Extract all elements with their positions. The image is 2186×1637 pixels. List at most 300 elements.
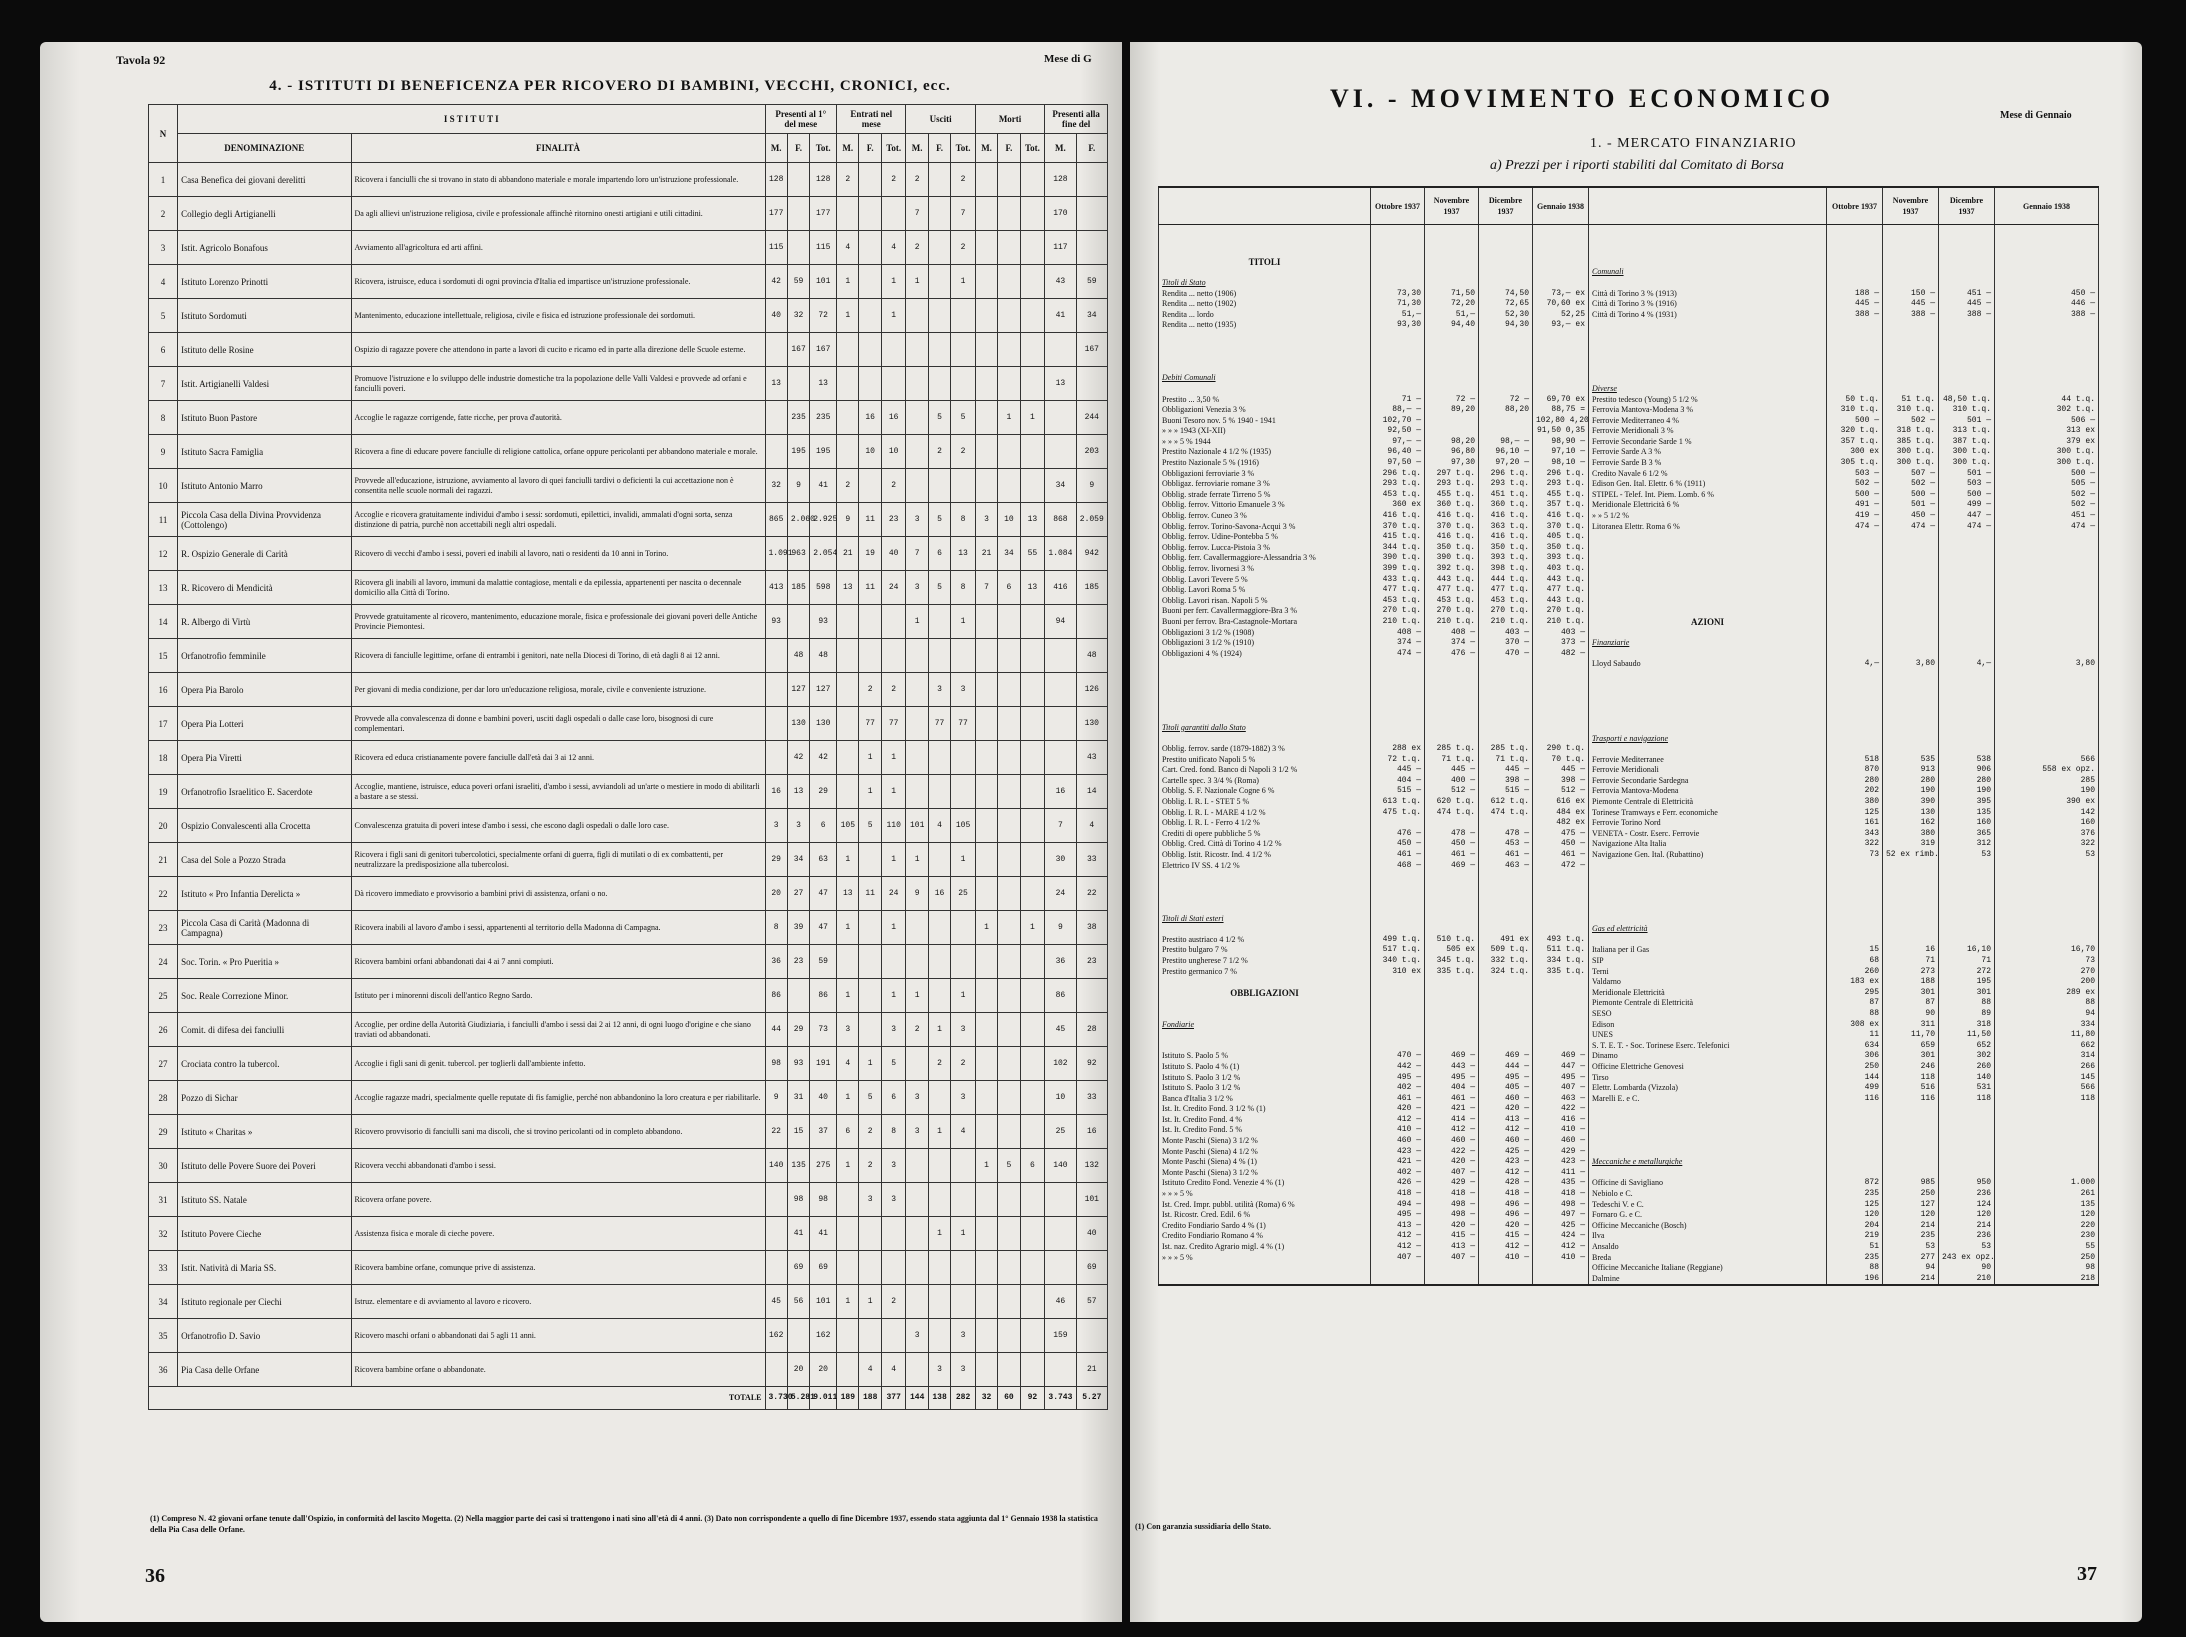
value-cell — [951, 945, 976, 979]
value-cell — [906, 1285, 928, 1319]
value-cell — [928, 231, 950, 265]
price-value — [1533, 871, 1589, 882]
table-row — [149, 1115, 1108, 1149]
section-label: Fondiarie — [1159, 1020, 1371, 1031]
price-value — [1827, 532, 1883, 543]
value-cell — [975, 809, 997, 843]
price-value: 531 — [1939, 1083, 1995, 1094]
price-value: 301 — [1883, 1051, 1939, 1062]
price-value: 535 — [1883, 755, 1939, 766]
value-cell — [998, 163, 1020, 197]
value-cell: 40 — [810, 1081, 837, 1115]
value-cell — [881, 1217, 906, 1251]
price-value: 71 — [1883, 956, 1939, 967]
price-value: 285 t.q. — [1425, 744, 1479, 755]
price-value: 280 — [1827, 776, 1883, 787]
price-value — [1479, 1030, 1533, 1041]
value-cell — [1020, 979, 1045, 1013]
value-cell: 42 — [810, 741, 837, 775]
price-value: 470 — — [1479, 649, 1533, 660]
price-value: 102,80 4,20 — [1533, 416, 1589, 427]
price-value — [1883, 331, 1939, 342]
price-value: 313 t.q. — [1939, 426, 1995, 437]
price-value: 453 t.q. — [1425, 596, 1479, 607]
price-value — [1425, 363, 1479, 374]
price-value: 93,30 — [1371, 320, 1425, 331]
price-value — [1883, 352, 1939, 363]
institution-name: Istituto Lorenzo Prinotti — [178, 265, 351, 299]
price-value: 116 — [1883, 1094, 1939, 1105]
value-cell — [998, 1217, 1020, 1251]
price-value: 403 — — [1479, 628, 1533, 639]
value-cell — [1020, 163, 1045, 197]
price-value: 97,50 — — [1371, 458, 1425, 469]
value-cell: 942 — [1076, 537, 1107, 571]
price-value: 501 — — [1939, 416, 1995, 427]
price-value: 416 t.q. — [1425, 532, 1479, 543]
security-name: Città di Torino 4 % (1931) — [1589, 310, 1827, 321]
price-value: 246 — [1883, 1062, 1939, 1073]
price-value — [1995, 553, 2099, 564]
value-cell: 21 — [975, 537, 997, 571]
value-cell: 167 — [1076, 333, 1107, 367]
price-row — [1159, 405, 2099, 416]
price-value: 913 — [1883, 765, 1939, 776]
institution-purpose: Ricovera di fanciulle legittime, orfane di entrambi i genitori, nate nella Diocesi di Torino, di età dagli 8 ai 12 anni. — [351, 639, 765, 673]
institution-purpose: Ricovera ed educa cristianamente povere fanciulle dall'età dai 3 ai 12 anni. — [351, 741, 765, 775]
price-value: 16,70 — [1995, 945, 2099, 956]
price-value: 357 t.q. — [1827, 437, 1883, 448]
price-value — [1995, 267, 2099, 278]
price-value: 71 t.q. — [1479, 755, 1533, 766]
value-cell: 1 — [951, 265, 976, 299]
price-value — [1883, 712, 1939, 723]
price-value: 400 — — [1425, 776, 1479, 787]
price-value — [1883, 903, 1939, 914]
price-value — [1827, 691, 1883, 702]
security-name — [1589, 257, 1827, 268]
security-name: Prestito Nazionale 4 1/2 % (1935) — [1159, 447, 1371, 458]
price-value: 413 — — [1371, 1221, 1425, 1232]
price-value — [1995, 596, 2099, 607]
value-cell: 31 — [787, 1081, 809, 1115]
price-value: 3,80 — [1883, 659, 1939, 670]
price-value — [1939, 606, 1995, 617]
value-cell — [765, 673, 787, 707]
price-value — [1533, 903, 1589, 914]
price-value: 235 — [1883, 1231, 1939, 1242]
price-value: 72 — — [1479, 395, 1533, 406]
value-cell: 5 — [859, 1081, 881, 1115]
price-value — [1827, 935, 1883, 946]
price-value: 340 t.q. — [1371, 956, 1425, 967]
value-cell — [837, 775, 859, 809]
price-row — [1159, 691, 2099, 702]
security-name: Fornaro G. e C. — [1589, 1210, 1827, 1221]
price-value — [1371, 998, 1425, 1009]
institution-name: Orfanotrofio D. Savio — [178, 1319, 351, 1353]
value-cell: 5 — [928, 571, 950, 605]
security-name: Obbligazioni 4 % (1924) — [1159, 649, 1371, 660]
price-value: 71 — — [1371, 395, 1425, 406]
table-row — [149, 435, 1108, 469]
value-cell — [1020, 1285, 1045, 1319]
price-value: 318 — [1939, 1020, 1995, 1031]
value-cell: 170 — [1045, 197, 1076, 231]
value-cell: 34 — [1076, 299, 1107, 333]
value-cell — [975, 435, 997, 469]
price-value — [1479, 352, 1533, 363]
security-name: Ist. naz. Credito Agrario migl. 4 % (1) — [1159, 1242, 1371, 1253]
price-value — [1425, 267, 1479, 278]
value-cell: 7 — [906, 537, 928, 571]
value-cell: 1 — [906, 979, 928, 1013]
price-value — [1827, 892, 1883, 903]
price-value: 475 — — [1533, 829, 1589, 840]
value-cell — [928, 197, 950, 231]
value-cell: 4 — [859, 1353, 881, 1387]
value-cell: 2 — [906, 231, 928, 265]
security-name: Credito Fondiario Sardo 4 % (1) — [1159, 1221, 1371, 1232]
value-cell: 1 — [881, 843, 906, 877]
value-cell: 127 — [810, 673, 837, 707]
price-value: 469 — — [1425, 1051, 1479, 1062]
security-name — [1589, 712, 1827, 723]
value-cell — [859, 265, 881, 299]
price-value — [1371, 871, 1425, 882]
value-cell — [951, 299, 976, 333]
value-cell — [998, 877, 1020, 911]
section-heading: VI. - MOVIMENTO ECONOMICO — [1330, 84, 1834, 113]
price-value: 405 t.q. — [1533, 532, 1589, 543]
price-value — [1827, 331, 1883, 342]
price-value: 130 — [1883, 808, 1939, 819]
price-value: 202 — [1827, 786, 1883, 797]
security-name: Ansaldo — [1589, 1242, 1827, 1253]
price-value — [1939, 734, 1995, 745]
price-value: 500 — — [1995, 469, 2099, 480]
price-value — [1479, 225, 1533, 236]
price-value: 183 ex — [1827, 977, 1883, 988]
institution-name: Collegio degli Artigianelli — [178, 197, 351, 231]
price-value — [1939, 246, 1995, 257]
value-cell — [881, 605, 906, 639]
price-row — [1159, 257, 2099, 268]
price-value: 505 — — [1995, 479, 2099, 490]
value-cell — [906, 741, 928, 775]
price-value: 412 — — [1479, 1125, 1533, 1136]
price-value: 498 — — [1425, 1210, 1479, 1221]
institution-purpose: Accoglie, per ordine della Autorità Giudiziaria, i fanciulli d'ambo i sessi dai 2 ai 12 anni, di ogni luogo d'origine e che siano traviati od abbandonati. — [351, 1013, 765, 1047]
price-value: 501 — — [1939, 469, 1995, 480]
price-value: 92,50 — — [1371, 426, 1425, 437]
price-value — [1827, 744, 1883, 755]
value-cell: 105 — [951, 809, 976, 843]
value-cell — [1045, 1353, 1076, 1387]
price-value — [1371, 225, 1425, 236]
price-value: 44 t.q. — [1995, 395, 2099, 406]
price-value: 162 — [1883, 818, 1939, 829]
security-name: Prestito unificato Napoli 5 % — [1159, 755, 1371, 766]
security-name: Ferrovie Secondarie Sarde 1 % — [1589, 437, 1827, 448]
page-number-right: 37 — [2077, 1563, 2097, 1585]
price-value: 343 — [1827, 829, 1883, 840]
price-value — [1883, 1115, 1939, 1126]
price-row — [1159, 596, 2099, 607]
price-value — [1371, 712, 1425, 723]
price-value — [1533, 723, 1589, 734]
price-value: 662 — [1995, 1041, 2099, 1052]
value-cell: 77 — [928, 707, 950, 741]
price-value: 390 t.q. — [1371, 553, 1425, 564]
value-cell: 48 — [787, 639, 809, 673]
price-value: 300 t.q. — [1883, 458, 1939, 469]
price-row — [1159, 564, 2099, 575]
price-value — [1883, 257, 1939, 268]
price-value: 190 — [1939, 786, 1995, 797]
value-cell — [998, 809, 1020, 843]
security-name — [1589, 702, 1827, 713]
security-name: » » » 5 % — [1159, 1189, 1371, 1200]
value-cell: 6 — [998, 571, 1020, 605]
price-value: 398 — — [1533, 776, 1589, 787]
price-value — [1371, 924, 1425, 935]
value-cell — [928, 333, 950, 367]
price-row — [1159, 310, 2099, 321]
price-value: 450 — — [1533, 839, 1589, 850]
value-cell: 7 — [975, 571, 997, 605]
row-number: 8 — [149, 401, 178, 435]
price-value: 89,20 — [1425, 405, 1479, 416]
price-value — [1939, 638, 1995, 649]
institution-name: Istit. Agricolo Bonafous — [178, 231, 351, 265]
price-value — [1939, 744, 1995, 755]
price-value: 461 — — [1371, 1094, 1425, 1105]
value-cell: 167 — [810, 333, 837, 367]
value-cell: 244 — [1076, 401, 1107, 435]
price-value: 416 t.q. — [1425, 511, 1479, 522]
value-cell — [859, 945, 881, 979]
price-value: 474 t.q. — [1479, 808, 1533, 819]
price-value — [1995, 373, 2099, 384]
security-name: Rendita ... netto (1935) — [1159, 320, 1371, 331]
security-name: Elettr. Lombarda (Vizzola) — [1589, 1083, 1827, 1094]
security-name — [1589, 1136, 1827, 1147]
price-row — [1159, 977, 2099, 988]
price-row — [1159, 331, 2099, 342]
price-value — [1533, 1030, 1589, 1041]
price-value: 290 t.q. — [1533, 744, 1589, 755]
price-value: 423 — — [1371, 1147, 1425, 1158]
price-value: 125 — [1827, 808, 1883, 819]
price-row — [1159, 1221, 2099, 1232]
value-cell — [928, 163, 950, 197]
price-value: 477 t.q. — [1425, 585, 1479, 596]
price-value — [1939, 670, 1995, 681]
institution-purpose: Provvede alla convalescenza di donne e bambini poveri, usciti dagli ospedali o dalle case loro, bisognosi di cure complementari. — [351, 707, 765, 741]
value-cell: 1.084 — [1045, 537, 1076, 571]
security-name — [1589, 1125, 1827, 1136]
price-value: 445 — — [1371, 765, 1425, 776]
price-value: 160 — [1995, 818, 2099, 829]
value-cell — [1020, 945, 1045, 979]
value-cell: 128 — [765, 163, 787, 197]
value-cell: 59 — [787, 265, 809, 299]
security-name — [1159, 998, 1371, 1009]
price-value: 512 — — [1533, 786, 1589, 797]
price-value — [1995, 691, 2099, 702]
price-value: 51 — [1827, 1242, 1883, 1253]
price-value — [1425, 903, 1479, 914]
price-value: 73 — [1995, 956, 2099, 967]
month-col: Dicembre 1937 — [1479, 187, 1533, 225]
value-cell — [998, 197, 1020, 231]
price-value — [1995, 723, 2099, 734]
value-cell: 2 — [837, 163, 859, 197]
security-name: SESO — [1589, 1009, 1827, 1020]
price-row — [1159, 882, 2099, 893]
row-number: 36 — [149, 1353, 178, 1387]
value-cell — [837, 605, 859, 639]
price-value: 52,30 — [1479, 310, 1533, 321]
price-value: 302 — [1939, 1051, 1995, 1062]
value-cell — [975, 469, 997, 503]
price-value: 236 — [1939, 1231, 1995, 1242]
price-value: 500 — — [1939, 490, 1995, 501]
price-row — [1159, 1094, 2099, 1105]
security-name: Obblig. ferrov. livornesi 3 % — [1159, 564, 1371, 575]
price-value: 495 — — [1371, 1210, 1425, 1221]
total-cell: 138 — [928, 1387, 950, 1410]
value-cell — [998, 979, 1020, 1013]
price-value: 374 — — [1425, 638, 1479, 649]
price-value: 270 t.q. — [1371, 606, 1425, 617]
price-value — [1883, 543, 1939, 554]
value-cell — [859, 639, 881, 673]
security-name: Dinamo — [1589, 1051, 1827, 1062]
row-number: 22 — [149, 877, 178, 911]
total-cell: 377 — [881, 1387, 906, 1410]
price-value — [1995, 257, 2099, 268]
security-name: Rendita ... netto (1906) — [1159, 289, 1371, 300]
price-value: 450 — — [1371, 839, 1425, 850]
price-value: 363 t.q. — [1479, 522, 1533, 533]
price-value — [1827, 734, 1883, 745]
value-cell — [906, 775, 928, 809]
price-row — [1159, 681, 2099, 692]
value-cell — [881, 1251, 906, 1285]
value-cell — [928, 1183, 950, 1217]
price-value — [1479, 670, 1533, 681]
price-value: 447 — — [1533, 1062, 1589, 1073]
security-name: Ferrovia Mantova-Modena 3 % — [1589, 405, 1827, 416]
security-name: Ferrovie Meridionali — [1589, 765, 1827, 776]
price-value — [1995, 617, 2099, 628]
price-value: 613 t.q. — [1371, 797, 1425, 808]
price-row — [1159, 267, 2099, 278]
price-value: 415 — — [1479, 1231, 1533, 1242]
security-name: Monte Paschi (Siena) 4 % (1) — [1159, 1157, 1371, 1168]
total-cell: 3.730 — [765, 1387, 787, 1410]
price-value: 388 — — [1883, 310, 1939, 321]
price-value: 507 — — [1883, 469, 1939, 480]
value-cell — [837, 1319, 859, 1353]
value-cell: 2 — [951, 435, 976, 469]
totals-row — [149, 1387, 1108, 1410]
value-cell — [1020, 809, 1045, 843]
security-name: Obblig. ferrov. Torino-Savona-Acqui 3 % — [1159, 522, 1371, 533]
price-value — [1371, 818, 1425, 829]
row-number: 17 — [149, 707, 178, 741]
security-name: Ferrovia Mantova-Modena — [1589, 786, 1827, 797]
price-row — [1159, 490, 2099, 501]
security-name — [1159, 225, 1371, 236]
price-row — [1159, 998, 2099, 1009]
institution-name: Opera Pia Barolo — [178, 673, 351, 707]
price-value — [1939, 331, 1995, 342]
price-value: 412 — — [1371, 1115, 1425, 1126]
price-value: 502 — — [1995, 500, 2099, 511]
row-number: 24 — [149, 945, 178, 979]
price-value: 53 — [1995, 850, 2099, 861]
row-number: 9 — [149, 435, 178, 469]
value-cell: 1 — [837, 265, 859, 299]
security-name — [1589, 606, 1827, 617]
value-cell: 2 — [928, 435, 950, 469]
price-value: 460 — — [1479, 1094, 1533, 1105]
value-cell — [1076, 163, 1107, 197]
value-cell — [998, 843, 1020, 877]
row-number: 12 — [149, 537, 178, 571]
price-value: 350 t.q. — [1533, 543, 1589, 554]
row-number: 26 — [149, 1013, 178, 1047]
price-row — [1159, 638, 2099, 649]
price-value — [1479, 871, 1533, 882]
price-value — [1371, 363, 1425, 374]
value-cell — [787, 605, 809, 639]
price-value: 453 t.q. — [1479, 596, 1533, 607]
value-cell: 10 — [998, 503, 1020, 537]
price-value: 380 — [1883, 829, 1939, 840]
price-value: 98,90 — — [1533, 437, 1589, 448]
value-cell: 1 — [951, 605, 976, 639]
price-value: 426 — — [1371, 1178, 1425, 1189]
price-value — [1533, 225, 1589, 236]
value-cell — [998, 775, 1020, 809]
security-name: Credito Fondiario Romano 4 % — [1159, 1231, 1371, 1242]
price-value — [1425, 977, 1479, 988]
security-name — [1159, 1263, 1371, 1274]
price-value — [1479, 734, 1533, 745]
price-value: 365 — [1939, 829, 1995, 840]
security-name: Ferrovie Sarde A 3 % — [1589, 447, 1827, 458]
price-row — [1159, 606, 2099, 617]
price-value: 407 — — [1425, 1168, 1479, 1179]
price-value: 502 — — [1883, 479, 1939, 490]
price-value: 296 t.q. — [1533, 469, 1589, 480]
security-name: Marelli E. e C. — [1589, 1094, 1827, 1105]
value-cell — [906, 435, 928, 469]
price-value: 412 — — [1425, 1125, 1479, 1136]
institution-name: Crociata contro la tubercol. — [178, 1047, 351, 1081]
price-row — [1159, 363, 2099, 374]
price-value — [1533, 1263, 1589, 1274]
price-value — [1995, 1115, 2099, 1126]
value-cell: 235 — [810, 401, 837, 435]
value-cell: 3 — [951, 1319, 976, 1353]
price-value — [1939, 617, 1995, 628]
value-cell: 2 — [881, 673, 906, 707]
